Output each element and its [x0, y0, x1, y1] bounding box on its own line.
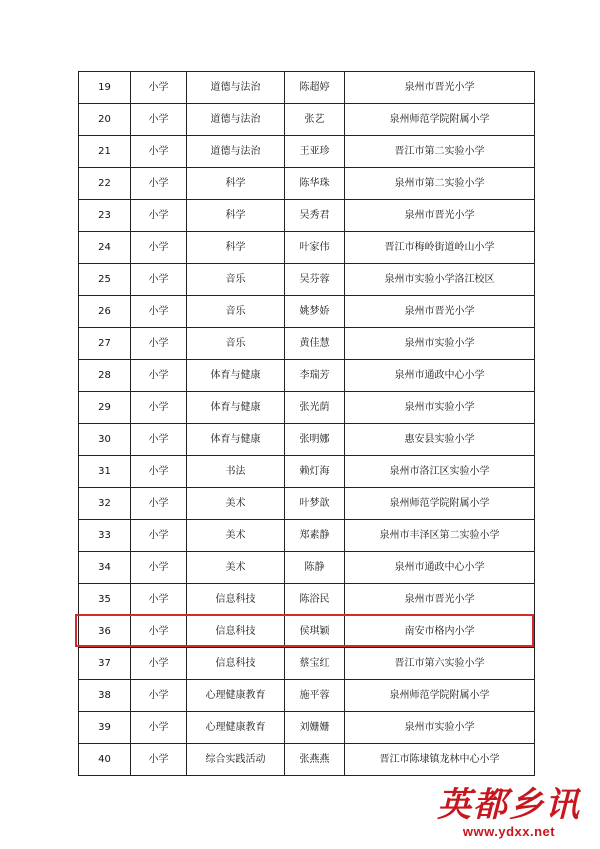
- table-row: [79, 552, 535, 584]
- row-subject: 美术: [187, 552, 285, 584]
- row-level: 小学: [131, 264, 187, 296]
- row-school: 泉州市第二实验小学: [345, 168, 535, 200]
- roster-body: [79, 72, 535, 776]
- row-subject: 心理健康教育: [187, 712, 285, 744]
- row-name: 张光荫: [285, 392, 345, 424]
- row-level: 小学: [131, 456, 187, 488]
- row-school: 南安市格内小学: [345, 616, 535, 648]
- row-subject: 科学: [187, 200, 285, 232]
- row-school: 泉州市实验小学洛江校区: [345, 264, 535, 296]
- row-level: 小学: [131, 648, 187, 680]
- row-school: 泉州市通政中心小学: [345, 360, 535, 392]
- row-number: 24: [79, 232, 131, 264]
- row-number: 23: [79, 200, 131, 232]
- row-level: 小学: [131, 520, 187, 552]
- row-school: 泉州市洛江区实验小学: [345, 456, 535, 488]
- table-row: [79, 232, 535, 264]
- row-level: 小学: [131, 136, 187, 168]
- row-school: 泉州市晋光小学: [345, 584, 535, 616]
- row-subject: 道德与法治: [187, 104, 285, 136]
- row-subject: 心理健康教育: [187, 680, 285, 712]
- table-row: [79, 328, 535, 360]
- row-name: 李瑞芳: [285, 360, 345, 392]
- table-row: [79, 104, 535, 136]
- row-subject: 信息科技: [187, 648, 285, 680]
- row-name: 王亚珍: [285, 136, 345, 168]
- row-name: 张燕燕: [285, 744, 345, 776]
- row-subject: 道德与法治: [187, 136, 285, 168]
- row-number: 34: [79, 552, 131, 584]
- table-row: [79, 744, 535, 776]
- roster-table: [78, 71, 535, 776]
- row-name: 张明娜: [285, 424, 345, 456]
- row-subject: 体育与健康: [187, 424, 285, 456]
- row-level: 小学: [131, 680, 187, 712]
- row-number: 36: [79, 616, 131, 648]
- row-name: 姚梦娇: [285, 296, 345, 328]
- row-subject: 音乐: [187, 328, 285, 360]
- row-name: 陈华珠: [285, 168, 345, 200]
- row-school: 泉州师范学院附属小学: [345, 104, 535, 136]
- row-subject: 综合实践活动: [187, 744, 285, 776]
- row-school: 泉州市晋光小学: [345, 72, 535, 104]
- row-name: 黄佳慧: [285, 328, 345, 360]
- row-name: 刘姗姗: [285, 712, 345, 744]
- table-row: [79, 264, 535, 296]
- row-level: 小学: [131, 392, 187, 424]
- row-level: 小学: [131, 488, 187, 520]
- row-level: 小学: [131, 424, 187, 456]
- row-subject: 音乐: [187, 296, 285, 328]
- row-subject: 道德与法治: [187, 72, 285, 104]
- row-level: 小学: [131, 616, 187, 648]
- row-subject: 信息科技: [187, 584, 285, 616]
- row-subject: 美术: [187, 520, 285, 552]
- row-name: 吴秀君: [285, 200, 345, 232]
- row-school: 晋江市陈埭镇龙林中心小学: [345, 744, 535, 776]
- table-row: [79, 72, 535, 104]
- row-school: 泉州师范学院附属小学: [345, 488, 535, 520]
- row-subject: 体育与健康: [187, 392, 285, 424]
- table-row: [79, 712, 535, 744]
- row-number: 21: [79, 136, 131, 168]
- row-school: 泉州市晋光小学: [345, 200, 535, 232]
- row-name: 陈浴民: [285, 584, 345, 616]
- row-number: 35: [79, 584, 131, 616]
- row-number: 31: [79, 456, 131, 488]
- row-level: 小学: [131, 104, 187, 136]
- table-row: [79, 488, 535, 520]
- row-school: 晋江市梅岭街道岭山小学: [345, 232, 535, 264]
- row-subject: 书法: [187, 456, 285, 488]
- row-level: 小学: [131, 296, 187, 328]
- table-row: [79, 296, 535, 328]
- table-row: [79, 136, 535, 168]
- watermark-url: www.ydxx.net: [462, 824, 556, 839]
- row-level: 小学: [131, 744, 187, 776]
- row-number: 38: [79, 680, 131, 712]
- table-row: [79, 424, 535, 456]
- row-number: 33: [79, 520, 131, 552]
- row-school: 泉州市实验小学: [345, 328, 535, 360]
- table-row: [79, 584, 535, 616]
- row-level: 小学: [131, 584, 187, 616]
- row-name: 赖灯海: [285, 456, 345, 488]
- row-name: 吴芬蓉: [285, 264, 345, 296]
- table-row: [79, 648, 535, 680]
- row-name: 叶家伟: [285, 232, 345, 264]
- row-school: 泉州市实验小学: [345, 712, 535, 744]
- table-row: [79, 392, 535, 424]
- row-name: 陈静: [285, 552, 345, 584]
- row-subject: 信息科技: [187, 616, 285, 648]
- row-number: 22: [79, 168, 131, 200]
- row-school: 泉州市丰泽区第二实验小学: [345, 520, 535, 552]
- row-level: 小学: [131, 552, 187, 584]
- row-number: 28: [79, 360, 131, 392]
- row-school: 泉州市晋光小学: [345, 296, 535, 328]
- row-subject: 科学: [187, 232, 285, 264]
- row-school: 泉州师范学院附属小学: [345, 680, 535, 712]
- row-name: 张艺: [285, 104, 345, 136]
- table-row: [79, 168, 535, 200]
- row-number: 30: [79, 424, 131, 456]
- row-number: 32: [79, 488, 131, 520]
- row-level: 小学: [131, 232, 187, 264]
- row-number: 39: [79, 712, 131, 744]
- row-level: 小学: [131, 328, 187, 360]
- row-number: 29: [79, 392, 131, 424]
- row-number: 27: [79, 328, 131, 360]
- table-row: [79, 456, 535, 488]
- row-subject: 科学: [187, 168, 285, 200]
- row-number: 26: [79, 296, 131, 328]
- row-level: 小学: [131, 712, 187, 744]
- table-row: [79, 616, 535, 648]
- row-number: 25: [79, 264, 131, 296]
- row-name: 施平蓉: [285, 680, 345, 712]
- table-row: [79, 680, 535, 712]
- row-school: 泉州市通政中心小学: [345, 552, 535, 584]
- row-subject: 体育与健康: [187, 360, 285, 392]
- table-row: [79, 200, 535, 232]
- row-name: 叶梦歆: [285, 488, 345, 520]
- row-number: 20: [79, 104, 131, 136]
- row-school: 惠安县实验小学: [345, 424, 535, 456]
- row-number: 19: [79, 72, 131, 104]
- row-school: 晋江市第六实验小学: [345, 648, 535, 680]
- row-level: 小学: [131, 360, 187, 392]
- row-level: 小学: [131, 72, 187, 104]
- row-subject: 音乐: [187, 264, 285, 296]
- watermark: [434, 785, 584, 839]
- table-row: [79, 360, 535, 392]
- row-subject: 美术: [187, 488, 285, 520]
- row-school: 晋江市第二实验小学: [345, 136, 535, 168]
- row-level: 小学: [131, 168, 187, 200]
- row-name: 陈超婷: [285, 72, 345, 104]
- row-number: 37: [79, 648, 131, 680]
- row-school: 泉州市实验小学: [345, 392, 535, 424]
- row-number: 40: [79, 744, 131, 776]
- row-level: 小学: [131, 200, 187, 232]
- row-name: 侯琪颖: [285, 616, 345, 648]
- row-name: 蔡宝红: [285, 648, 345, 680]
- table-row: [79, 520, 535, 552]
- watermark-brand: 英都乡讯: [437, 785, 581, 826]
- row-name: 郑素静: [285, 520, 345, 552]
